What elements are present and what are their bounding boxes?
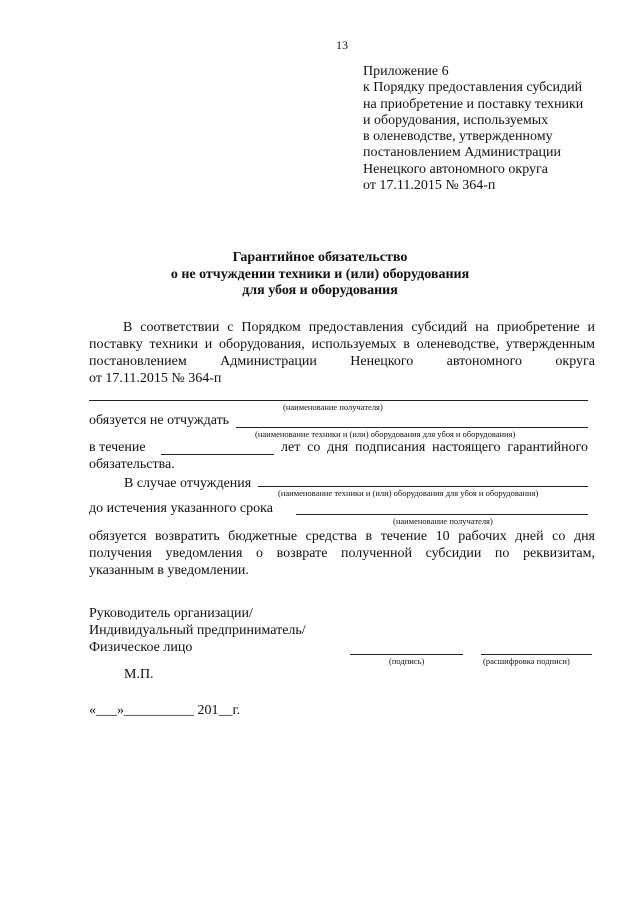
equipment-caption-2: (наименование техники и (или) оборудования для убоя и оборудования) — [278, 488, 539, 498]
years-blank[interactable] — [161, 454, 274, 455]
appendix-header — [363, 64, 583, 194]
document-title — [0, 250, 640, 300]
return-line: указанным в уведомлении. — [89, 563, 249, 578]
equipment-caption: (наименование техники и (или) оборудования для убоя и оборудования) — [255, 429, 516, 439]
stamp-label: М.П. — [124, 667, 154, 682]
during-prefix: в течение — [89, 440, 146, 455]
alienation-blank[interactable] — [258, 486, 588, 487]
page-number: 13 — [336, 38, 348, 52]
intro-line: от 17.11.2015 № 364-п — [89, 371, 222, 386]
decoding-caption: (расшифровка подписи) — [483, 656, 570, 666]
signature-caption: (подпись) — [389, 656, 425, 666]
decoding-blank[interactable] — [481, 654, 592, 655]
obligation-label: обязуется не отчуждать — [89, 413, 230, 428]
title-line: для убоя и оборудования — [242, 283, 398, 298]
intro-line: поставку техники и оборудования, используемых в оленеводстве, утвержденным — [89, 337, 595, 352]
alienation-label: В случае отчуждения — [124, 476, 252, 491]
appendix-line: к Порядку предоставления субсидий — [363, 80, 583, 96]
signatory-line: Физическое лицо — [89, 640, 193, 655]
appendix-line: Ненецкого автономного округа — [363, 161, 548, 177]
title-line: Гарантийное обязательство — [232, 250, 408, 265]
recipient-blank[interactable] — [89, 400, 588, 401]
signatory-line: Руководитель организации/ — [89, 606, 253, 621]
equipment-blank[interactable] — [236, 427, 588, 428]
appendix-line: и оборудования, используемых — [363, 112, 549, 128]
recipient-caption: (наименование получателя) — [283, 402, 383, 412]
title-line: о не отчуждении техники и (или) оборудования — [170, 266, 470, 282]
signature-blank[interactable] — [350, 654, 463, 655]
term-blank[interactable] — [296, 514, 588, 515]
during-suffix: лет со дня подписания настоящего гарантийного — [281, 440, 588, 455]
appendix-line: в оленеводстве, утвержденному — [363, 129, 553, 145]
appendix-line: постановлением Администрации — [363, 145, 561, 161]
recipient-caption-2: (наименование получателя) — [393, 516, 493, 526]
appendix-line: от 17.11.2015 № 364-п — [363, 178, 496, 194]
return-line: получения уведомления о возврате полученной субсидии по реквизитам, — [89, 546, 595, 561]
term-label: до истечения указанного срока — [89, 501, 273, 516]
obligation-word: обязательства. — [89, 457, 175, 472]
appendix-line: на приобретение и поставку техники — [363, 96, 584, 112]
appendix-line: Приложение 6 — [363, 64, 449, 79]
date-line[interactable]: «___»__________ 201__г. — [89, 703, 241, 718]
intro-line: постановлением Администрации Ненецкого автономного округа — [89, 354, 595, 369]
return-line: обязуется возвратить бюджетные средства в течение 10 рабочих дней со дня — [89, 529, 595, 544]
intro-line: В соответствии с Порядком предоставления субсидий на приобретение и — [123, 320, 595, 335]
signatory-line: Индивидуальный предприниматель/ — [89, 623, 306, 638]
